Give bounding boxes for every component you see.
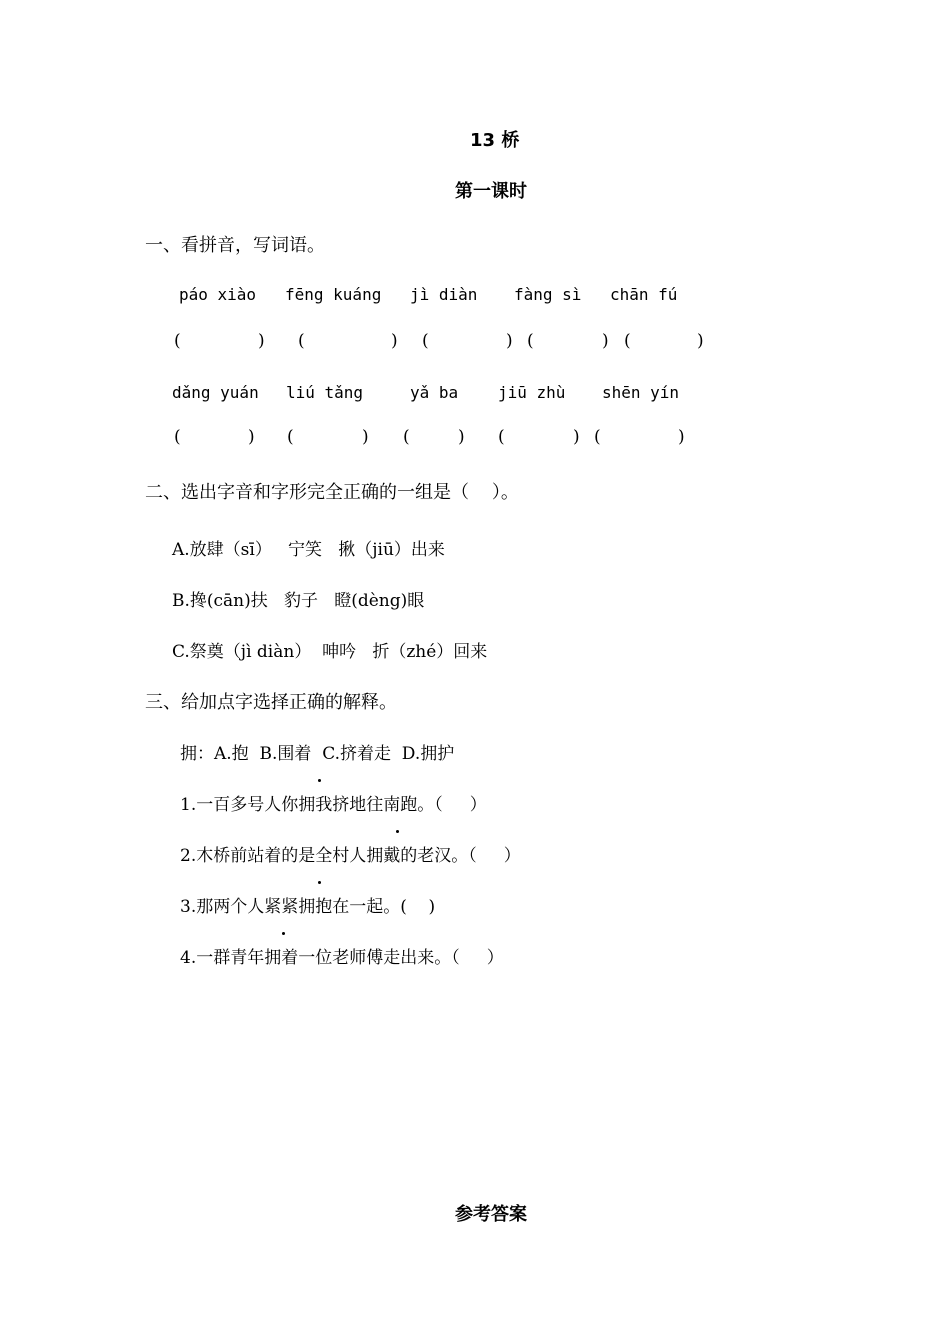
answer-blank-open: (: [594, 427, 601, 447]
answer-blank-open: (: [527, 331, 534, 351]
answer-blank-open: (: [498, 427, 505, 447]
answer-blank-close: ): [506, 331, 513, 351]
option-b: B.搀(cān)扶 豹子 瞪(dèng)眼: [172, 591, 425, 611]
answer-blank-open: (: [298, 331, 305, 351]
answer-blank-open: (: [624, 331, 631, 351]
answer-blank-close: ): [573, 427, 580, 447]
emphasis-dot: [282, 932, 285, 935]
answer-blank-close: ): [362, 427, 369, 447]
pinyin-item: fàng sì: [514, 285, 582, 304]
emphasis-dot: [318, 779, 321, 782]
answer-key-heading: 参考答案: [455, 1204, 527, 1225]
answer-blank-close: ): [458, 427, 465, 447]
question-item: 2.木桥前站着的是全村人拥戴的老汉。（ ）: [180, 846, 521, 866]
lesson-subtitle: 第一课时: [455, 181, 527, 202]
question-item: 3.那两个人紧紧拥抱在一起。( ): [180, 897, 436, 917]
pinyin-item: shēn yín: [602, 383, 680, 402]
answer-blank-open: (: [422, 331, 429, 351]
emphasis-dot: [396, 830, 399, 833]
answer-blank-close: ): [697, 331, 704, 351]
answer-blank-close: ): [248, 427, 255, 447]
question-item: 1.一百多号人你拥我挤地往南跑。（ ）: [180, 795, 487, 815]
option-c: C.祭奠（jì diàn） 呻吟 折（zhé）回来: [172, 642, 488, 662]
answer-blank-open: (: [403, 427, 410, 447]
pinyin-item: fēng kuáng: [285, 285, 382, 304]
pinyin-item: dǎng yuán: [172, 383, 259, 402]
pinyin-item: liú tǎng: [286, 383, 364, 402]
definition-list: 拥：A.抱 B.围着 C.挤着走 D.拥护: [180, 744, 455, 764]
section-1-heading: 一、看拼音，写词语。: [145, 235, 325, 256]
answer-blank-close: ): [391, 331, 398, 351]
answer-blank-close: ): [602, 331, 609, 351]
section-3-heading: 三、给加点字选择正确的解释。: [145, 692, 397, 713]
pinyin-item: jì diàn: [410, 285, 478, 304]
pinyin-item: jiū zhù: [498, 383, 566, 402]
pinyin-item: yǎ ba: [410, 383, 459, 402]
answer-blank-close: ): [678, 427, 685, 447]
answer-blank-open: (: [287, 427, 294, 447]
emphasis-dot: [318, 881, 321, 884]
pinyin-item: páo xiào: [179, 285, 257, 304]
section-2-heading: 二、选出字音和字形完全正确的一组是（ ）。: [145, 482, 519, 503]
pinyin-item: chān fú: [610, 285, 678, 304]
answer-blank-open: (: [174, 427, 181, 447]
option-a: A.放肆（sī） 宁笑 揪（jiū）出来: [172, 540, 445, 560]
answer-blank-close: ): [258, 331, 265, 351]
page-title: 13 桥: [470, 130, 520, 151]
question-item: 4.一群青年拥着一位老师傅走出来。（ ）: [180, 948, 504, 968]
answer-blank-open: (: [174, 331, 181, 351]
